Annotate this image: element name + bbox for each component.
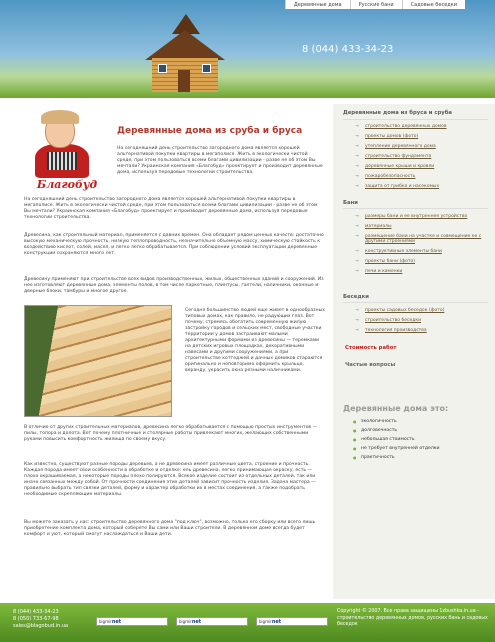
divider bbox=[343, 208, 488, 209]
copyright: Copyright © 2007. Все права защищены 1zbushka.in.ua - строительство деревянных домов, русских бань и садовых беседок bbox=[337, 609, 488, 627]
accordion-icon bbox=[47, 152, 77, 170]
divider bbox=[343, 302, 488, 303]
advantage-item: ● экологичность bbox=[353, 419, 440, 425]
footer-email[interactable]: sales@blagobud.in.ua bbox=[13, 623, 69, 629]
advantage-item: ● практичность bbox=[353, 455, 440, 461]
sidebar-item[interactable]: → пожаробезопасность bbox=[355, 174, 487, 179]
footer bbox=[0, 603, 495, 642]
sidebar-item[interactable]: → печи и каменки bbox=[355, 269, 487, 274]
sidebar-item[interactable]: → деревянные крыши и кровли bbox=[355, 164, 487, 169]
bigmir-counter[interactable]: bigmirnet bbox=[96, 617, 168, 626]
cost-link[interactable]: Стоимость работ bbox=[345, 345, 397, 351]
sidebar-heading-gazebos[interactable]: Беседки bbox=[343, 294, 369, 300]
content-paragraph: На сегодняшний день строительство загородного дома является хорошей альтернативой покупки квартиры в мегаполисе. Жить в экологически чистой среде, при этом пользоваться всеми благами цивилизации - разве не об этом Вы мечтали? Украинская компания «Благобуд» проектирует и производит деревянные дома, используя передовые технологии строительства. bbox=[24, 197, 318, 220]
sidebar-item[interactable]: → материалы bbox=[355, 224, 487, 229]
topnav-gazebos-link[interactable]: Садовые беседки bbox=[402, 0, 465, 9]
sidebar-heading-baths[interactable]: Бани bbox=[343, 200, 358, 206]
content-paragraph: Как известно, существуют разные породы деревьев, а не древесина имеет различные цвета, строение и прочность. Каждая порода имеет свои особенности в обработке и отделке: ель древесина, легко принимающая окраску, есть — плохо окрашиваемая, а некоторые породы плохо полируются. Всякое изделие состоит из отдельных деталей, так или иначе связанных между собой. От прочности соединения этих деталей зависит прочность изделия. Задача мастера — правильно выбрать тип связки деталей, форму и характер обработки их в местах соединения, а также подобрать необходимые скрепляющие материалы. bbox=[24, 462, 316, 497]
intro-paragraph: На сегодняшний день строительство загородного дома является хорошей альтернативой покупки квартиры в мегаполисе. Жить в экологически чистой среде, при этом пользоваться всеми благами цивилизации - разве не об этом Вы мечтали? Украинская компания «Благобуд» проектирует и производит деревянные дома, используя передовые технологии строительства. bbox=[117, 146, 323, 175]
sidebar-list-houses bbox=[355, 124, 487, 194]
footer-contacts bbox=[13, 609, 68, 630]
topnav-baths-link[interactable]: Русские бани bbox=[350, 0, 402, 9]
advantage-item: ● небольшая стоимость bbox=[353, 437, 440, 443]
sidebar-item[interactable]: → защита от грибка и насекомых bbox=[355, 184, 487, 189]
content-paragraph: Древесина, как строительный материал, применяется с давних времен. Она обладает рядом ценных качеств: достаточно высокую механическую прочность, низкую теплопроводность, незначительно объемную массу, химическую стойкость к воздействию кислот, солей, масел, и легко легко обрабатывается. При соблюдении условий эксплуатации деревянные конструкции сохраняются много лет. bbox=[24, 233, 324, 256]
content-paragraph: В отличие от других строительных материалов, древесина легко обрабатывается с помощью простых инструментов — пилы, топора и долота. Вот почему плотничные и столярные работы привлекают многих, желающих собственными руками повысить комфортность жилища по своему вкусу. bbox=[24, 425, 318, 442]
content-paragraph: Сегодня большинство людей еще живет в однообразных типовых домах, как правило, не радующих глаз. Вот почему, стремясь обогатить современную жилую застройку городов и сельских мест, свободные участки территории у домов застраивают малыми архитектурными формами из древесины — теремками на детских игровых площадках, декоративными навесами и другими сооружениями, а при строительстве коттеджей и дачных домиков стараются оригинально и неповторимо оформить крыльцо, веранду, украсить окна резными наличниками. bbox=[185, 308, 325, 373]
sidebar-list-baths bbox=[355, 214, 487, 279]
logo-brand-text: Благобуд bbox=[36, 178, 98, 191]
advantages-title: Деревянные дома это: bbox=[343, 404, 449, 413]
timber-logs-photo bbox=[24, 305, 172, 417]
sidebar-list-gazebos bbox=[355, 308, 487, 338]
divider bbox=[343, 119, 488, 120]
topnav-houses-link[interactable]: Деревянные дома bbox=[285, 0, 350, 9]
content-paragraph: Вы можете заказать у нас: строительство деревянного дома "под ключ", возможно, только его сборку или всего лишь приобретение комплекта дома, который соберете Вы сами или Ваши строители. В деревянном доме всегда будет комфорт и уют, который смогут наслаждаться и Ваши дети. bbox=[24, 520, 316, 537]
sidebar-item[interactable]: → конструктивные элементы бани bbox=[355, 249, 487, 254]
log-house-image bbox=[140, 12, 230, 94]
sidebar-item[interactable]: → строительство фундамента bbox=[355, 154, 487, 159]
sidebar-item[interactable]: → размещение бани на участке и совмещение ее с другими строениями bbox=[355, 234, 487, 244]
advantages-list bbox=[353, 419, 440, 464]
sidebar-item[interactable]: → строительство беседки bbox=[355, 318, 487, 323]
faq-link[interactable]: Частые вопросы bbox=[345, 362, 396, 368]
content-paragraph: Древесину применяют при строительстве всех видов производственных, жилых, общественных зданий и сооружений. Из нее изготовляют деревянные дома, элементы полов, в том числе паркетные, плинтусы, галтели, наличники, оконные и дверные блоки, тамбуры и многое другое. bbox=[24, 277, 324, 294]
sidebar-heading-houses[interactable]: Деревянные дома из бруса и сруба bbox=[343, 110, 453, 116]
top-navigation bbox=[285, 0, 465, 9]
advantage-item: ● не требует внутренней отделки bbox=[353, 446, 440, 452]
sidebar-item[interactable]: → проекты бани (фото) bbox=[355, 259, 487, 264]
sidebar-item[interactable]: → проекты домов (фото) bbox=[355, 134, 487, 139]
bigmir-counter[interactable]: bigmirnet bbox=[256, 617, 328, 626]
counters bbox=[96, 617, 328, 626]
logo[interactable] bbox=[27, 114, 105, 196]
sidebar-item[interactable]: → технология производства bbox=[355, 328, 487, 333]
sidebar-item[interactable]: → проекты садовых беседок (фото) bbox=[355, 308, 487, 313]
footer-phone: 8 (050) 733-67-98 bbox=[13, 616, 59, 622]
footer-phone: 8 (044) 433-34-23 bbox=[13, 609, 59, 615]
header-banner bbox=[0, 0, 495, 98]
bigmir-counter[interactable]: bigmirnet bbox=[176, 617, 248, 626]
header-phone: 8 (044) 433-34-23 bbox=[302, 44, 394, 55]
sidebar bbox=[333, 104, 495, 599]
sidebar-item[interactable]: → строительство деревянных домов bbox=[355, 124, 487, 129]
sidebar-item[interactable]: → утепление деревянного дома bbox=[355, 144, 487, 149]
advantage-item: ● долговечность bbox=[353, 428, 440, 434]
page-title: Деревянные дома из сруба и бруса bbox=[117, 126, 303, 136]
sidebar-item[interactable]: → размеры бани и ее внутреннее устройство bbox=[355, 214, 487, 219]
